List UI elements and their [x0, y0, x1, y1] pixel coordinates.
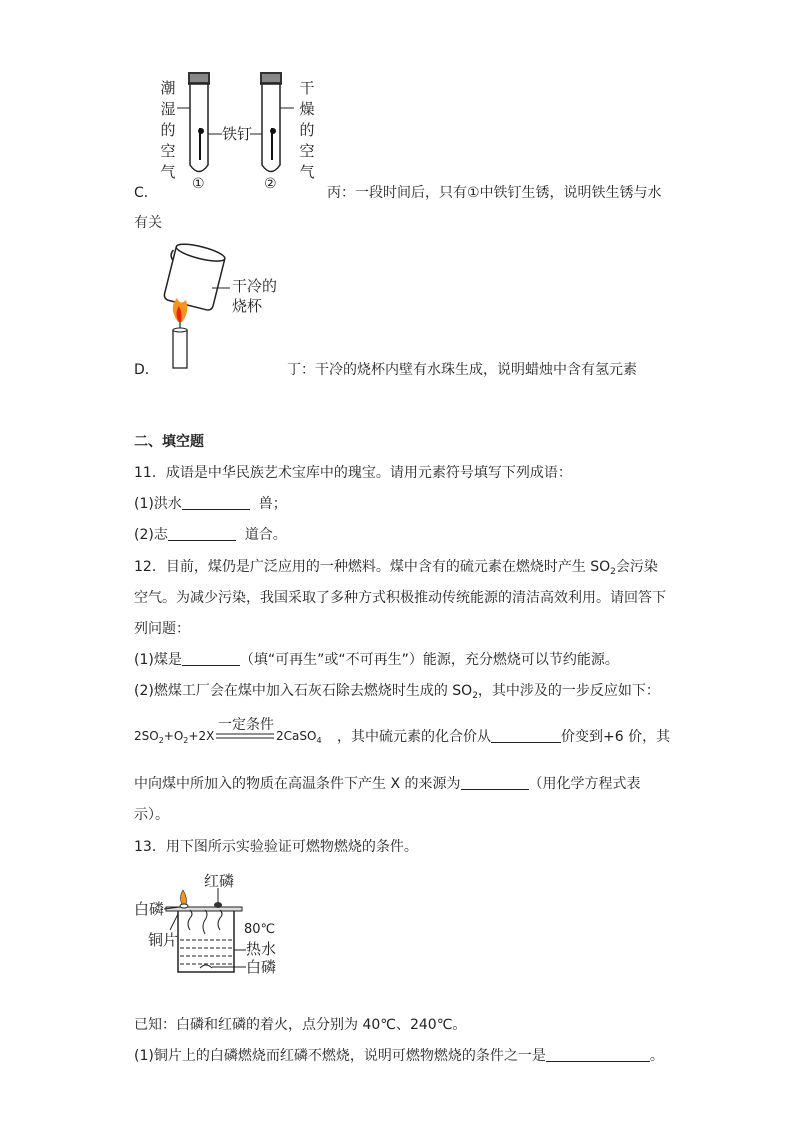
- label-temperature: 80℃: [244, 922, 276, 937]
- option-c-text-line1: 丙：一段时间后，只有①中铁钉生锈，说明铁生锈与水: [327, 185, 662, 201]
- q12-part2-sub: 2: [472, 691, 478, 701]
- option-d-letter: D．: [134, 362, 159, 378]
- section-title: 二、填空题: [134, 434, 204, 450]
- right-tube-label: 干燥的空气: [299, 79, 315, 181]
- q12-part2-a: (2)燃煤工厂会在煤中加入石灰石除去燃烧时生成的 SO: [134, 683, 473, 699]
- beaker-label-line1: 干冷的: [232, 277, 278, 295]
- q12-line3: 列问题：: [134, 621, 190, 637]
- q11-stem: 11．成语是中华民族艺术宝库中的瑰宝。请用元素符号填写下列成语：: [134, 465, 572, 481]
- option-c-text-line2: 有关: [134, 215, 162, 231]
- q12-line5-b: （用化学方程式表: [528, 776, 641, 792]
- eq-right: 2CaSO: [276, 729, 317, 743]
- q13-blank1[interactable]: [546, 1047, 650, 1062]
- tube1-number: ①: [192, 176, 205, 192]
- q12-line2: 空气。为减少污染，我国采取了多种方式积极推动传统能源的清洁高效利用。请回答下: [134, 590, 666, 606]
- eq-plus-o: +O: [163, 729, 184, 743]
- q11-part2-after: 道合。: [244, 527, 287, 543]
- label-white-phosphorus-bottom: 白磷: [246, 958, 277, 976]
- q11-part1-after: 兽；: [258, 496, 287, 512]
- q12-line1-sub: 2: [610, 567, 616, 577]
- beaker-label-line2: 烧杯: [232, 297, 263, 315]
- q12-part1-before: (1)煤是: [134, 652, 182, 668]
- nail-label: 铁钉: [222, 125, 253, 143]
- q13-part1-end: 。: [649, 1048, 664, 1064]
- label-white-phosphorus-top: 白磷: [134, 900, 165, 918]
- q12-line1-b: 会污染: [615, 559, 658, 575]
- q13-part1: [134, 1046, 664, 1066]
- q12-part1-after: （填“可再生”或“不可再生”）能源，充分燃烧可以节约能源。: [239, 652, 619, 668]
- q12-part2-b: ，其中涉及的一步反应如下：: [477, 683, 660, 699]
- eq-tail-b: 价变到+6 价，其: [561, 729, 671, 745]
- equation-condition: 一定条件: [218, 717, 274, 733]
- left-tube-label: 潮湿的空气: [160, 79, 176, 181]
- eq-tail-a: ，其中硫元素的化合价从: [337, 729, 491, 745]
- eq-left-sub1: 2: [158, 736, 164, 745]
- eq-plus-x: +2X: [188, 729, 215, 743]
- q12-line1-a: 12．目前，煤仍是广泛应用的一种燃料。煤中含有的硫元素在燃烧时产生 SO: [134, 559, 611, 575]
- q13-known: 已知：白磷和红磷的着火，点分别为 40℃、240℃。: [134, 1017, 467, 1033]
- q12-line6: 示）。: [134, 807, 169, 823]
- eq-left: 2SO: [134, 729, 159, 743]
- q12-line5-a: 中向煤中所加入的物质在高温条件下产生 X 的来源为: [134, 776, 461, 792]
- q13-stem: 13．用下图所示实验验证可燃物燃烧的条件。: [134, 839, 418, 855]
- q13-part1-text: (1)铜片上的白磷燃烧而红磷不燃烧，说明可燃物燃烧的条件之一是: [134, 1048, 546, 1064]
- tube2-number: ②: [264, 176, 277, 192]
- option-d-text: 丁：干冷的烧杯内壁有水珠生成，说明蜡烛中含有氢元素: [287, 362, 637, 378]
- eq-left-sub2: 2: [183, 736, 189, 745]
- eq-right-sub: 4: [316, 736, 322, 745]
- label-red-phosphorus: 红磷: [204, 872, 235, 890]
- label-hot-water: 热水: [246, 940, 277, 958]
- q11-part1-before: (1)洪水: [134, 496, 182, 512]
- q11-part2-before: (2)志: [134, 527, 168, 543]
- label-copper-sheet: 铜片: [148, 931, 179, 949]
- option-c-letter: C．: [134, 185, 158, 201]
